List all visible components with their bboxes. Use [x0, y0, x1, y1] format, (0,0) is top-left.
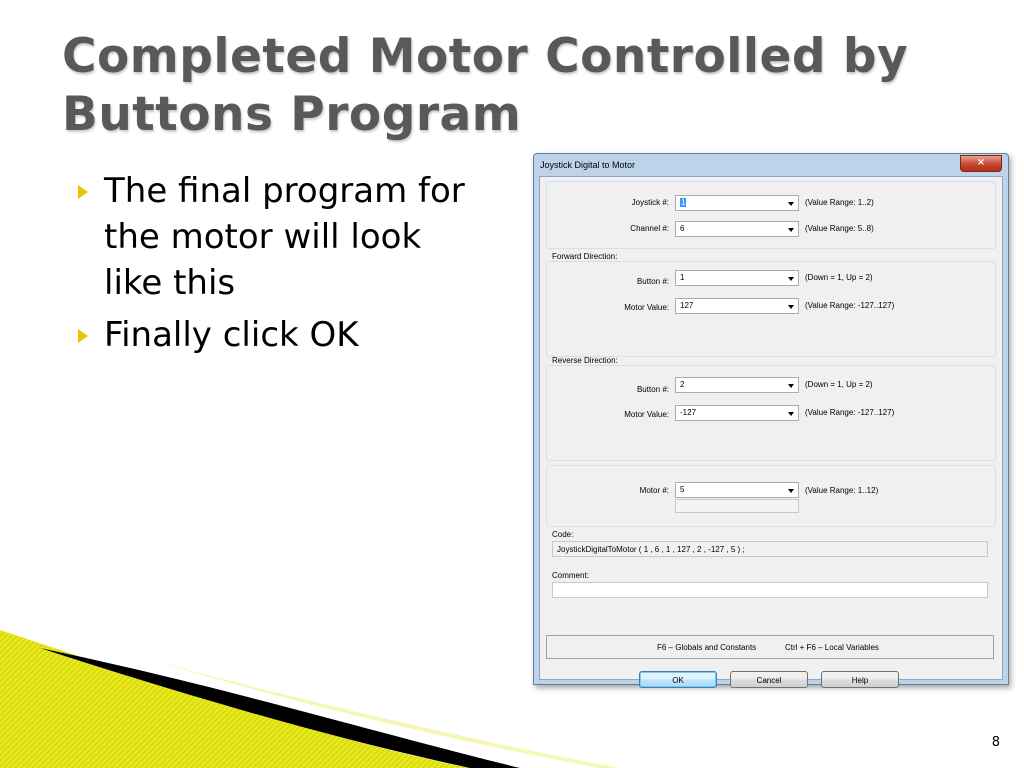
reverse-motor-value-label: Motor Value: [624, 410, 669, 419]
comment-label: Comment: [552, 571, 589, 580]
reverse-motor-value: -127 [680, 408, 697, 417]
reverse-group-label: Reverse Direction: [552, 356, 618, 365]
bullet-item [76, 168, 476, 306]
chevron-down-icon [788, 412, 794, 416]
motor-name-box [675, 499, 799, 513]
locals-shortcut: Ctrl + F6 – Local Variables [785, 643, 879, 652]
motor-hint: (Value Range: 1..12) [805, 486, 879, 495]
reverse-button-combo[interactable] [675, 377, 799, 393]
chevron-down-icon [788, 305, 794, 309]
joystick-label: Joystick #: [631, 198, 669, 207]
motor-group [546, 465, 996, 527]
cancel-button[interactable]: Cancel [730, 671, 808, 688]
motor-label: Motor #: [639, 486, 669, 495]
chevron-down-icon [788, 384, 794, 388]
forward-button-hint: (Down = 1, Up = 2) [805, 273, 873, 282]
shortcut-hints [546, 635, 994, 659]
forward-motor-value-hint: (Value Range: -127..127) [805, 301, 895, 310]
forward-motor-value-label: Motor Value: [624, 303, 669, 312]
decorative-swoosh [0, 630, 620, 768]
forward-button-value: 1 [680, 273, 685, 282]
triangle-bullet-icon [78, 329, 88, 343]
comment-input[interactable] [552, 582, 988, 598]
forward-group-label: Forward Direction: [552, 252, 618, 261]
chevron-down-icon [788, 489, 794, 493]
code-text: JoystickDigitalToMotor ( 1 , 6 , 1 , 127 , 2 , -127 , 5 ) ; [557, 545, 745, 554]
joystick-group [546, 181, 996, 249]
forward-motor-value: 127 [680, 301, 694, 310]
bullet-text: Finally click [104, 315, 310, 355]
forward-button-combo[interactable] [675, 270, 799, 286]
forward-motor-value-combo[interactable] [675, 298, 799, 314]
motor-value: 5 [680, 485, 685, 494]
joystick-digital-dialog [533, 153, 1009, 685]
triangle-bullet-icon [78, 185, 88, 199]
motor-combo[interactable] [675, 482, 799, 498]
joystick-hint: (Value Range: 1..2) [805, 198, 874, 207]
code-field [552, 541, 988, 557]
page-number: 8 [991, 735, 1000, 750]
forward-button-label: Button #: [636, 277, 669, 286]
bullet-emphasis: OK [309, 315, 359, 355]
channel-combo[interactable] [675, 221, 799, 237]
ok-button[interactable]: OK [639, 671, 717, 688]
dialog-title: Joystick Digital to Motor [540, 160, 636, 170]
reverse-button-value: 2 [680, 380, 685, 389]
help-button[interactable]: Help [821, 671, 899, 688]
slide-title: Completed Motor Controlled by Buttons Program [62, 29, 909, 142]
forward-group [546, 261, 996, 357]
reverse-group [546, 365, 996, 461]
joystick-combo[interactable] [675, 195, 799, 211]
chevron-down-icon [788, 228, 794, 232]
reverse-button-hint: (Down = 1, Up = 2) [805, 380, 873, 389]
close-icon: × [976, 157, 986, 168]
channel-hint: (Value Range: 5..8) [805, 224, 874, 233]
bullet-list [76, 168, 476, 364]
reverse-motor-value-hint: (Value Range: -127..127) [805, 408, 895, 417]
joystick-value: 1 [681, 198, 686, 207]
channel-value: 6 [680, 224, 685, 233]
dialog-body [539, 176, 1003, 685]
reverse-motor-value-combo[interactable] [675, 405, 799, 421]
close-button[interactable] [960, 155, 1002, 172]
reverse-button-label: Button #: [636, 385, 669, 394]
bullet-item [76, 312, 476, 358]
channel-label: Channel #: [630, 224, 669, 233]
globals-shortcut: F6 – Globals and Constants [657, 643, 757, 652]
bullet-text: The final program for the motor will look like this [104, 171, 465, 303]
code-label: Code: [552, 530, 574, 539]
chevron-down-icon [788, 202, 794, 206]
chevron-down-icon [788, 277, 794, 281]
